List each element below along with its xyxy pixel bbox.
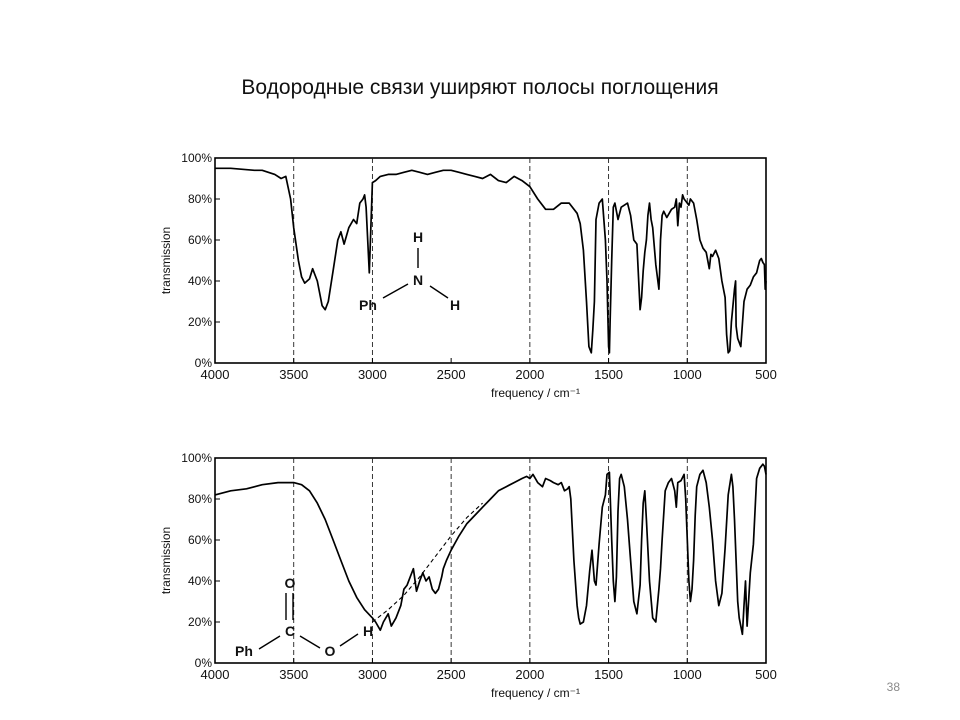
x-tick-label-1500: 1500 [594, 367, 624, 382]
atom-o-bottom: O [324, 643, 336, 659]
bond-c-o [300, 636, 320, 648]
series-transmission [215, 168, 766, 352]
bond-ph-n [383, 284, 408, 298]
x-tick-label-3500: 3500 [279, 367, 309, 382]
y-axis-label: transmission [159, 226, 173, 295]
y-tick-label-40: 40% [187, 274, 212, 288]
atom-ph: Ph [359, 297, 377, 313]
y-tick-label-20: 20% [187, 615, 212, 629]
molecule-amine [359, 229, 460, 313]
slide-title: Водородные связи уширяют полосы поглощения [241, 76, 719, 99]
y-tick-label-60: 60% [187, 533, 212, 547]
x-tick-label-500: 500 [755, 667, 777, 682]
atom-c: C [284, 623, 296, 639]
x-axis-label: frequency / cm⁻¹ [490, 386, 581, 400]
y-tick-label-80: 80% [187, 192, 212, 206]
x-tick-label-1500: 1500 [594, 667, 624, 682]
y-axis-label: transmission [159, 526, 173, 595]
x-tick-label-4000: 4000 [200, 367, 230, 382]
atom-h: H [362, 623, 374, 639]
atom-o-top: O [284, 575, 296, 591]
series-transmission [215, 464, 766, 634]
y-tick-label-40: 40% [187, 574, 212, 588]
bond-o-h [340, 634, 358, 646]
x-tick-label-2500: 2500 [436, 667, 466, 682]
x-tick-label-4000: 4000 [200, 667, 230, 682]
atom-h-top: H [412, 229, 424, 245]
y-tick-label-0: 0% [194, 656, 212, 670]
x-tick-label-2500: 2500 [436, 367, 466, 382]
x-tick-label-500: 500 [755, 367, 777, 382]
y-tick-label-60: 60% [187, 233, 212, 247]
x-tick-label-1000: 1000 [672, 367, 702, 382]
atom-n: N [412, 272, 424, 288]
x-tick-label-1000: 1000 [672, 667, 702, 682]
x-tick-label-3000: 3000 [357, 367, 387, 382]
y-tick-label-80: 80% [187, 492, 212, 506]
x-tick-label-2000: 2000 [515, 367, 545, 382]
series-extrapolated-baseline [372, 503, 482, 622]
bond-n-h-right [430, 286, 448, 298]
page-number: 38 [886, 680, 900, 694]
ir-spectrum-acid [0, 438, 960, 720]
ir-spectrum-amine [0, 138, 960, 428]
x-tick-label-2000: 2000 [515, 667, 545, 682]
y-tick-label-20: 20% [187, 315, 212, 329]
atom-h-right: H [449, 297, 461, 313]
bond-ph-c [259, 636, 280, 649]
x-axis-label: frequency / cm⁻¹ [490, 686, 581, 700]
y-tick-label-100: 100% [181, 451, 212, 465]
plot-frame [215, 458, 766, 663]
x-tick-label-3000: 3000 [357, 667, 387, 682]
y-tick-label-100: 100% [181, 151, 212, 165]
y-tick-label-0: 0% [194, 356, 212, 370]
x-tick-label-3500: 3500 [279, 667, 309, 682]
atom-ph: Ph [235, 643, 253, 659]
